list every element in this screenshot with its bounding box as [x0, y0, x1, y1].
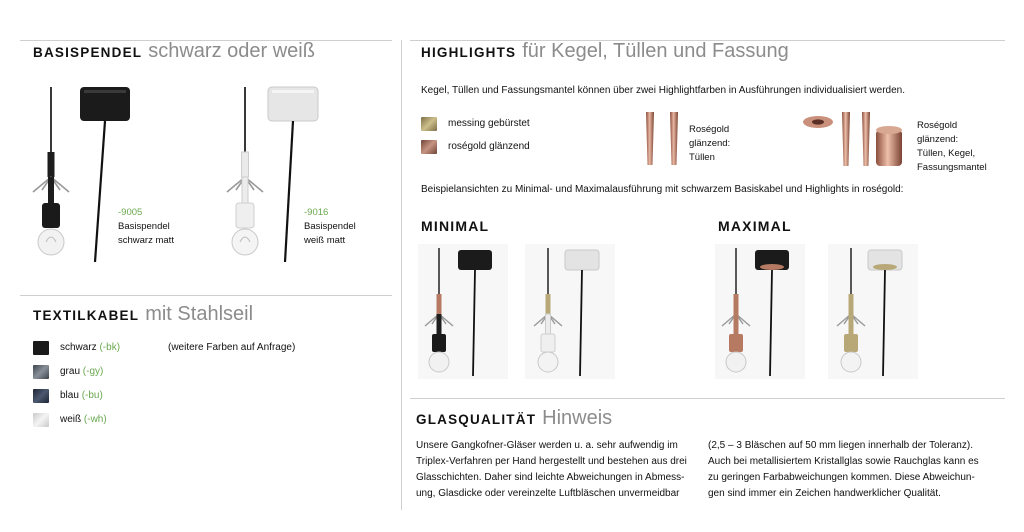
minimal-white-example	[525, 244, 615, 379]
cable-swatch-grey	[33, 365, 49, 379]
glas-col1-line: Unsere Gangkofner-Gläser werden u. a. sehr aufwendig im	[416, 440, 678, 451]
examples-intro: Beispielansichten zu Minimal- und Maximalausführung mit schwarzem Basiskabel und Highlights in roségold:	[421, 184, 904, 195]
cable-item-blue	[60, 390, 103, 401]
maximal-heading: MAXIMAL	[718, 218, 792, 234]
cable-swatch-black	[33, 341, 49, 355]
glas-col2-line: zu geringen Farbabweichungen kommen. Diese Abweichun-	[708, 472, 975, 483]
cable-code-blue: (-bu)	[81, 390, 103, 401]
minimal-black-example	[418, 244, 508, 379]
highlights-subtitle: für Kegel, Tüllen und Fassung	[522, 40, 789, 62]
cable-item-black	[60, 342, 120, 353]
rose-tuellen-l2: glänzend:	[689, 138, 731, 149]
white-pendant-code: -9016	[304, 207, 329, 218]
textilkabel-heading	[33, 303, 253, 326]
brass-swatch	[421, 117, 437, 131]
maximal-black-example	[715, 244, 805, 379]
white-pendant-line2: weiß matt	[304, 235, 346, 246]
rose-tuellen-l1: Roségold	[689, 124, 730, 135]
textilkabel-subtitle: mit Stahlseil	[145, 303, 254, 325]
cable-name-grey: grau	[60, 366, 81, 377]
rose-swatch	[421, 140, 437, 154]
cable-name-white: weiß	[60, 414, 82, 425]
highlights-title: HIGHLIGHTS	[421, 45, 517, 60]
rose-tuellen-caption	[689, 123, 730, 165]
vertical-divider	[401, 40, 402, 510]
glas-subtitle: Hinweis	[542, 407, 613, 429]
highlights-intro: Kegel, Tüllen und Fassungsmantel können über zwei Highlightfarben in Ausführungen individualisiert werden.	[421, 85, 906, 96]
cable-item-grey	[60, 366, 103, 377]
black-pendant-line1: Basispendel	[118, 221, 170, 232]
cable-swatch-blue	[33, 389, 49, 403]
basispendel-heading	[33, 40, 315, 63]
mid-left-rule	[20, 295, 392, 296]
textilkabel-title: TEXTILKABEL	[33, 308, 140, 323]
maximal-white-example	[828, 244, 918, 379]
glas-heading	[416, 407, 612, 430]
glas-col1-line: ung, Glasdicke oder vereinzelte Luftbläschen unvermeidbar	[416, 488, 680, 499]
rose-full-caption	[917, 119, 987, 175]
highlights-heading	[421, 40, 789, 63]
black-pendant-line2: schwarz matt	[118, 235, 174, 246]
cable-item-white	[60, 414, 107, 425]
basispendel-title: BASISPENDEL	[33, 45, 143, 60]
brass-option-label: messing gebürstet	[448, 118, 530, 129]
cable-code-grey: (-gy)	[82, 366, 104, 377]
rose-tuellen-image	[638, 110, 688, 170]
glas-col2-line: Auch bei metallisiertem Kristallglas sowie Rauchglas kann es	[708, 456, 979, 467]
rose-full-l2: glänzend:	[917, 134, 959, 145]
cable-code-black: (-bk)	[99, 342, 121, 353]
rose-tuellen-l3: Tüllen	[689, 152, 715, 163]
cable-note: (weitere Farben auf Anfrage)	[168, 342, 296, 353]
glas-col2-line: (2,5 – 3 Bläschen auf 50 mm liegen innerhalb der Toleranz).	[708, 440, 973, 451]
basispendel-subtitle: schwarz oder weiß	[148, 40, 315, 62]
rose-full-l4: Fassungsmantel	[917, 162, 987, 173]
black-pendant-caption	[118, 206, 208, 248]
cable-name-black: schwarz	[60, 342, 97, 353]
minimal-heading: MINIMAL	[421, 218, 490, 234]
rose-full-set-image	[800, 108, 915, 173]
cable-code-white: (-wh)	[83, 414, 107, 425]
glas-col2	[708, 438, 993, 502]
cable-name-blue: blau	[60, 390, 79, 401]
rose-option-label: roségold glänzend	[448, 141, 530, 152]
rose-full-l1: Roségold	[917, 120, 958, 131]
white-pendant-line1: Basispendel	[304, 221, 356, 232]
cable-swatch-white	[33, 413, 49, 427]
glas-col1-line: Triplex-Verfahren per Hand hergestellt und bestehen aus drei	[416, 456, 687, 467]
glas-col2-line: gen sind immer ein Zeichen handwerklicher Qualität.	[708, 488, 941, 499]
glas-title: GLASQUALITÄT	[416, 412, 537, 427]
glas-col1-line: Glasschichten. Daher sind leichte Abweichungen in Abmess-	[416, 472, 685, 483]
rose-full-l3: Tüllen, Kegel,	[917, 148, 976, 159]
glas-rule	[410, 398, 1005, 399]
black-pendant-code: -9005	[118, 207, 143, 218]
glas-col1	[416, 438, 701, 502]
white-pendant-caption	[304, 206, 394, 248]
